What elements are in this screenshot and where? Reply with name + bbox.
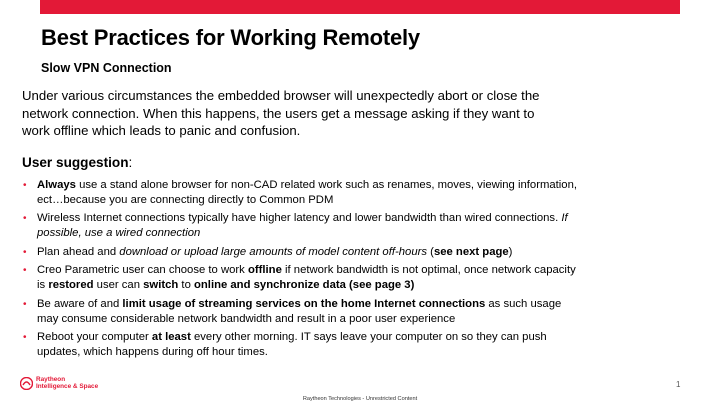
- bullet-emphasis: switch: [143, 279, 179, 292]
- bullet-icon: •: [23, 180, 27, 191]
- bullet-italic: download or upload large amounts of model content off-hours: [119, 245, 428, 258]
- logo-text: [36, 376, 98, 390]
- bullet-text: (: [427, 245, 434, 258]
- bullet-text: as such usage may consume considerable network bandwidth and result in a poor user experience: [37, 297, 562, 325]
- list-item: [22, 297, 582, 327]
- bullet-text: Plan ahead and: [37, 245, 120, 258]
- bullet-italic: If possible, use a wired connection: [37, 212, 568, 240]
- user-suggestion-colon: :: [128, 155, 133, 170]
- bullet-icon: •: [23, 265, 27, 277]
- logo-line2: Intelligence & Space: [36, 383, 99, 390]
- bullet-text: use a stand alone browser for non-CAD related work such as renames, moves, viewing information, ect…because you are connecting directly to Common PDM: [37, 179, 577, 206]
- bullet-emphasis: Always: [37, 179, 76, 191]
- bullet-text: ): [508, 245, 513, 258]
- bullet-text: every other morning. IT says leave your computer on so they can push updates, which happens during off hour times.: [37, 330, 547, 358]
- list-item: [22, 178, 582, 208]
- list-item: [22, 330, 582, 360]
- list-item: [22, 211, 582, 241]
- bullet-icon: •: [23, 246, 27, 258]
- slide-title: Best Practices for Working Remotely: [41, 25, 420, 50]
- intro-paragraph: Under various circumstances the embedded browser will unexpectedly abort or close the network connection. When this happens, the users get a message asking if they want to work offline which leads to panic and confusion.: [22, 88, 540, 138]
- top-accent-bar: [40, 0, 680, 14]
- bullet-text: Reboot your computer: [37, 330, 152, 343]
- bullet-icon: •: [23, 331, 27, 343]
- bullet-emphasis: offline: [247, 264, 282, 277]
- slide-subtitle: Slow VPN Connection: [41, 61, 172, 75]
- bullet-text: Creo Parametric user can choose to work: [37, 264, 248, 277]
- user-suggestion-heading: [22, 155, 132, 170]
- bullet-text: if network bandwidth is not optimal, once network capacity is: [37, 264, 576, 292]
- raytheon-logo: [20, 376, 98, 390]
- bullet-text: user can: [93, 279, 144, 292]
- footer-classification: Raytheon Technologies - Unrestricted Content: [302, 396, 418, 402]
- bullet-emphasis: see next page: [433, 245, 509, 258]
- bullet-text: to: [178, 279, 194, 292]
- bullet-text: Wireless Internet connections typically have higher latency and lower bandwidth than wired connections.: [37, 212, 562, 225]
- bullet-emphasis: restored: [48, 279, 94, 292]
- bullet-icon: •: [23, 298, 27, 310]
- suggestion-list: [22, 178, 582, 363]
- bullet-emphasis: limit usage of streaming services on the home Internet connections: [122, 297, 486, 310]
- bullet-icon: •: [23, 213, 27, 225]
- bullet-text: Be aware of and: [37, 297, 123, 310]
- user-suggestion-label: User suggestion: [22, 155, 129, 170]
- list-item: [22, 263, 582, 293]
- page-number: 1: [676, 380, 681, 389]
- bullet-emphasis: online and synchronize data (see page 3): [194, 279, 415, 292]
- raytheon-mark-icon: [20, 377, 33, 390]
- bullet-emphasis: at least: [151, 330, 191, 343]
- logo-line1: Raytheon: [36, 376, 66, 383]
- list-item: [22, 245, 582, 260]
